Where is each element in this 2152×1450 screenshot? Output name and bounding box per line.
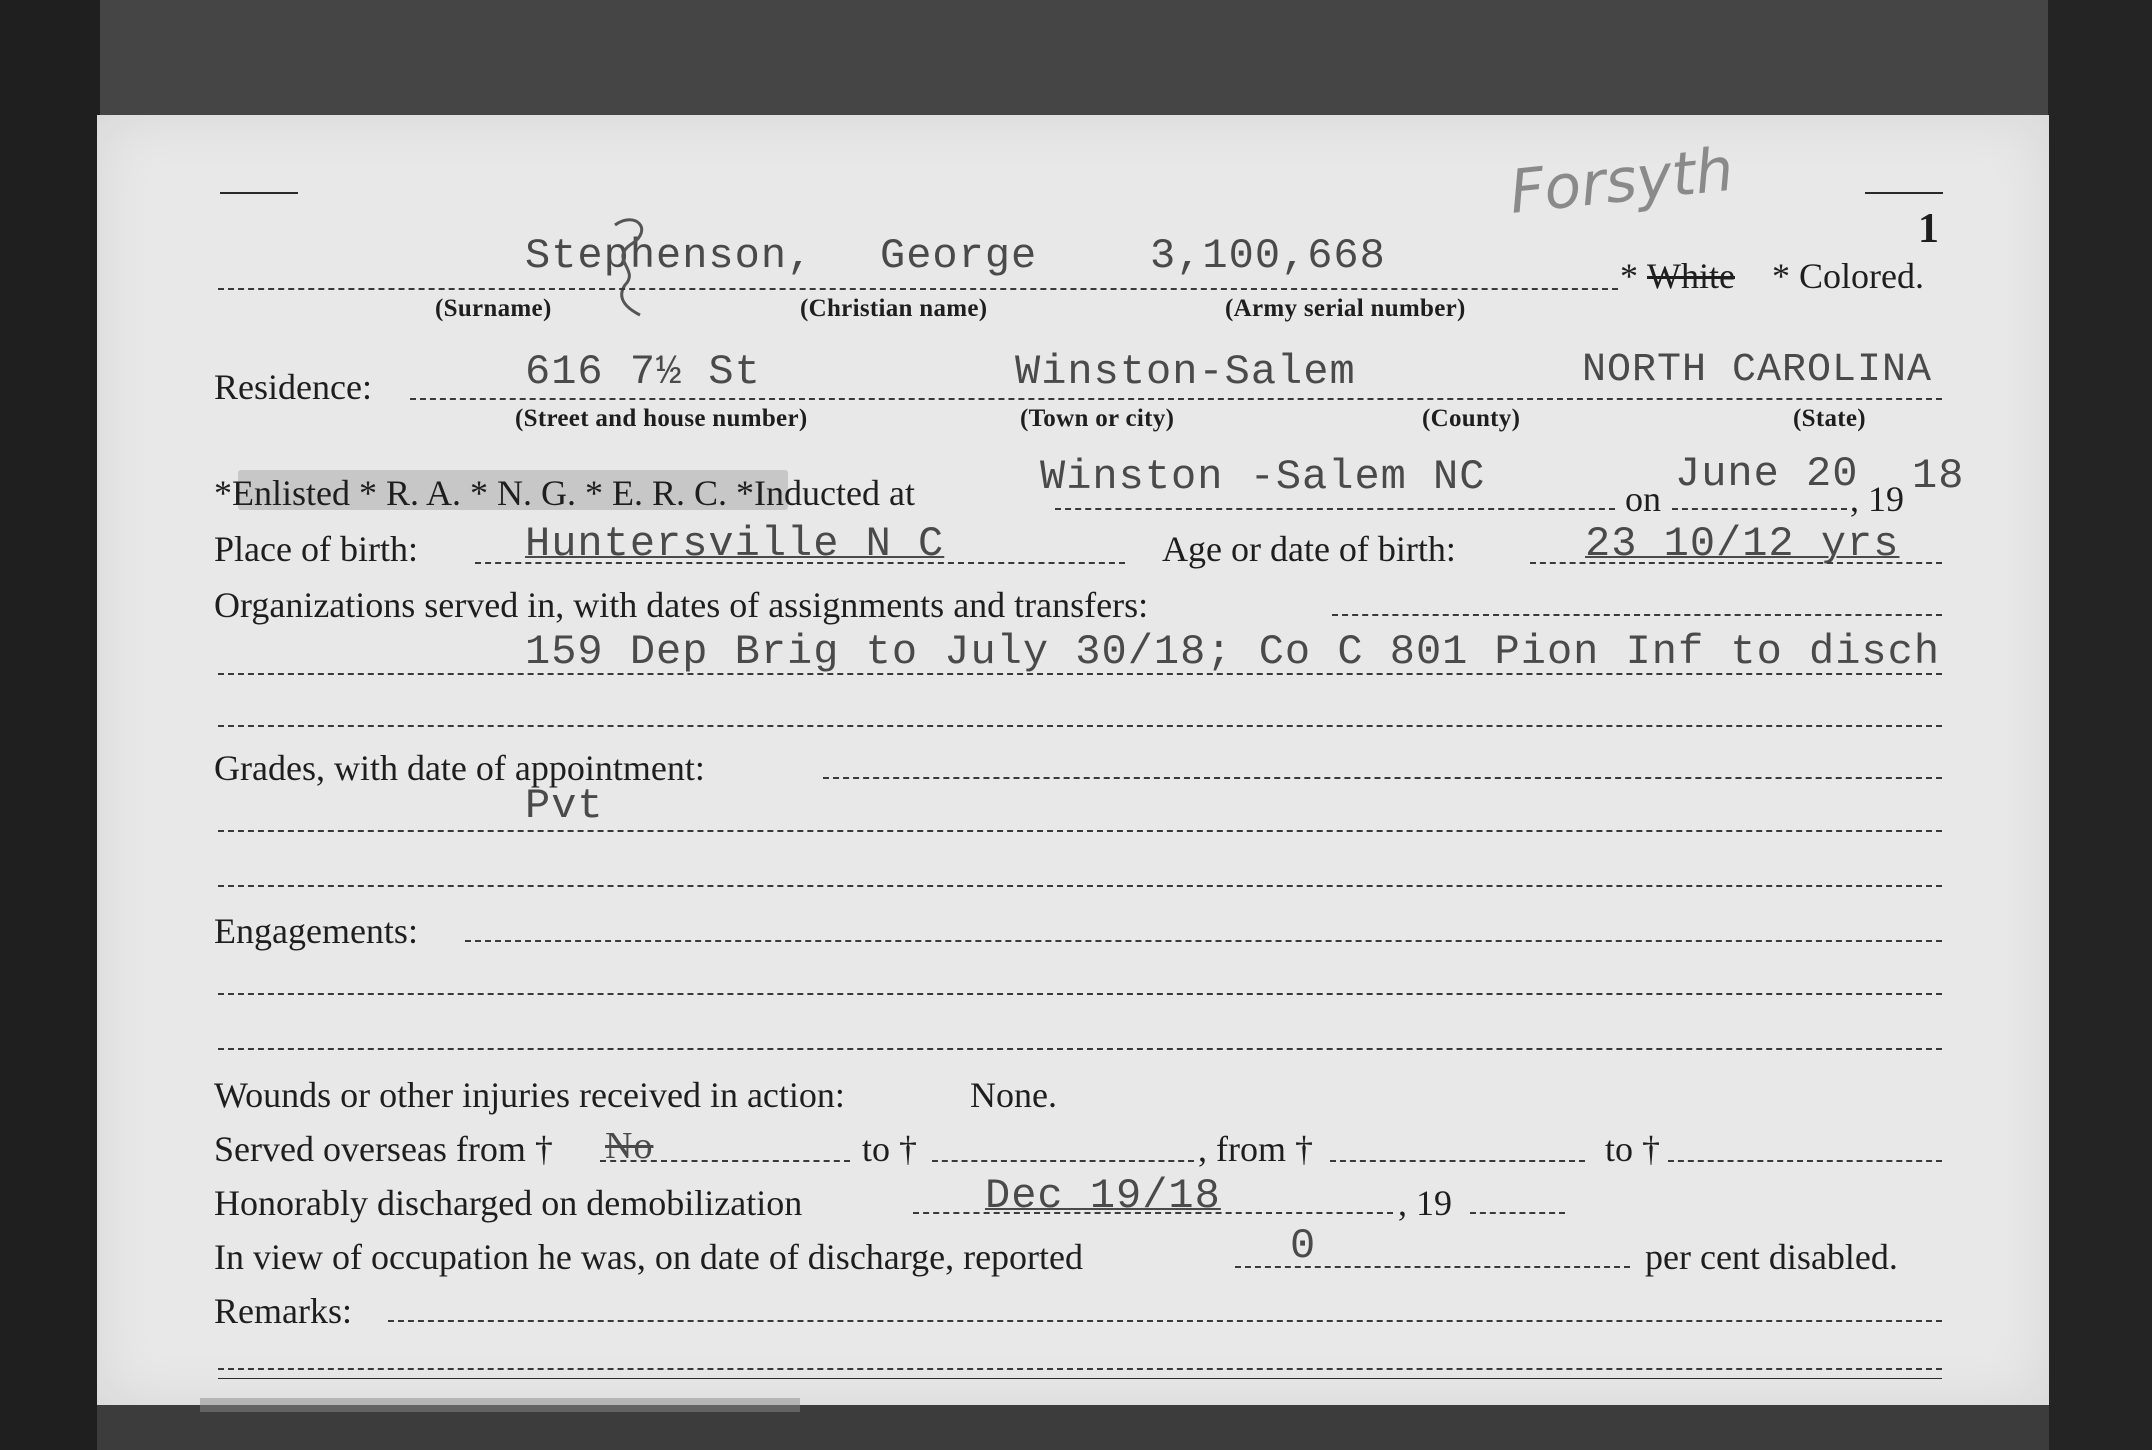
residence-state-value: NORTH CAROLINA: [1582, 348, 1933, 393]
disability-label: In view of occupation he was, on date of discharge, reported: [214, 1237, 1084, 1277]
overseas-from-label: Served overseas from †: [214, 1129, 553, 1169]
form-footer-cutoff: [200, 1398, 800, 1412]
remarks-line-3: [218, 1378, 1942, 1379]
overseas-from-line: [600, 1160, 850, 1162]
age-line: [1530, 562, 1942, 564]
engagements-line-1: [465, 940, 1942, 942]
induction-year-prefix: , 19: [1850, 479, 1904, 519]
top-left-rule: [220, 192, 298, 194]
overseas-from2-line: [1330, 1160, 1585, 1162]
remarks-label: Remarks:: [214, 1291, 352, 1331]
name-line: [218, 288, 1618, 290]
birthplace-line: [475, 562, 1125, 564]
grades-value: Pvt: [525, 782, 604, 830]
grades-line-2: [218, 830, 1942, 832]
overseas-to2-label: to †: [1605, 1129, 1661, 1169]
remarks-line-1: [388, 1320, 1942, 1322]
residence-street-value: 616 7½ St: [525, 348, 761, 396]
organizations-value: 159 Dep Brig to July 30/18; Co C 801 Pion Inf to disch: [525, 628, 1941, 676]
serial-number-caption: (Army serial number): [1225, 295, 1466, 322]
induction-place-value: Winston -Salem NC: [1040, 453, 1486, 501]
colored-option: * Colored.: [1772, 256, 1924, 296]
discharge-label: Honorably discharged on demobilization: [214, 1183, 803, 1223]
overseas-from2-label: , from †: [1198, 1129, 1313, 1169]
discharge-date-line: [913, 1212, 1393, 1214]
town-caption: (Town or city): [1020, 405, 1175, 432]
wounds-label: Wounds or other injuries received in action:: [214, 1075, 845, 1115]
disability-suffix: per cent disabled.: [1645, 1237, 1898, 1277]
overseas-to2-line: [1668, 1160, 1942, 1162]
on-label: on: [1625, 479, 1661, 519]
induction-date-value: June 20: [1675, 450, 1859, 498]
birthplace-value: Huntersville N C: [525, 520, 945, 568]
surname-value: Stephenson,: [525, 232, 814, 280]
scan-background-left: [0, 0, 100, 1450]
grades-line-1: [823, 777, 1942, 779]
white-option: * White: [1620, 256, 1735, 296]
grades-line-3: [218, 885, 1942, 887]
county-caption: (County): [1422, 405, 1521, 432]
county-annotation: Forsyth: [1506, 134, 1737, 228]
overseas-from-value: No: [605, 1125, 654, 1167]
state-caption: (State): [1793, 405, 1866, 432]
overseas-to-label: to †: [862, 1129, 918, 1169]
induction-year-value: 18: [1912, 452, 1965, 500]
residence-line: [410, 398, 1942, 400]
enlistment-type-label: *Enlisted * R. A. * N. G. * E. R. C. *Inducted at: [214, 473, 915, 513]
christian-name-value: George: [880, 232, 1038, 280]
engagements-label: Engagements:: [214, 911, 418, 951]
disability-value: 0: [1290, 1222, 1317, 1270]
engagements-line-2: [218, 993, 1942, 995]
serial-number-value: 3,100,668: [1150, 232, 1386, 280]
christian-name-caption: (Christian name): [800, 295, 988, 322]
residence-town-value: Winston-Salem: [1015, 348, 1356, 396]
handwritten-correction-mark: [595, 210, 665, 320]
overseas-to-line: [932, 1160, 1194, 1162]
induction-date-line: [1672, 508, 1847, 510]
remarks-line-2: [218, 1368, 1942, 1370]
top-right-rule: [1865, 192, 1943, 194]
disability-line: [1235, 1266, 1630, 1268]
discharge-year-line: [1470, 1212, 1565, 1214]
wounds-value: None.: [970, 1075, 1057, 1115]
scan-background-right: [2048, 0, 2152, 1450]
street-caption: (Street and house number): [515, 405, 808, 432]
engagements-line-3: [218, 1048, 1942, 1050]
organizations-label: Organizations served in, with dates of assignments and transfers:: [214, 585, 1149, 625]
age-label: Age or date of birth:: [1162, 529, 1456, 569]
organizations-line-2: [218, 673, 1942, 675]
card-number: 1: [1918, 206, 1939, 252]
discharge-date-value: Dec 19/18: [985, 1172, 1221, 1220]
organizations-line-1: [1332, 614, 1942, 616]
residence-label: Residence:: [214, 367, 372, 407]
birthplace-label: Place of birth:: [214, 529, 418, 569]
surname-caption: (Surname): [435, 295, 552, 322]
grades-label: Grades, with date of appointment:: [214, 748, 705, 788]
scan-background-top: [100, 0, 2048, 115]
organizations-line-3: [218, 725, 1942, 727]
discharge-year-label: , 19: [1398, 1183, 1452, 1223]
age-value: 23 10/12 yrs: [1585, 520, 1900, 568]
induction-place-line: [1055, 508, 1615, 510]
